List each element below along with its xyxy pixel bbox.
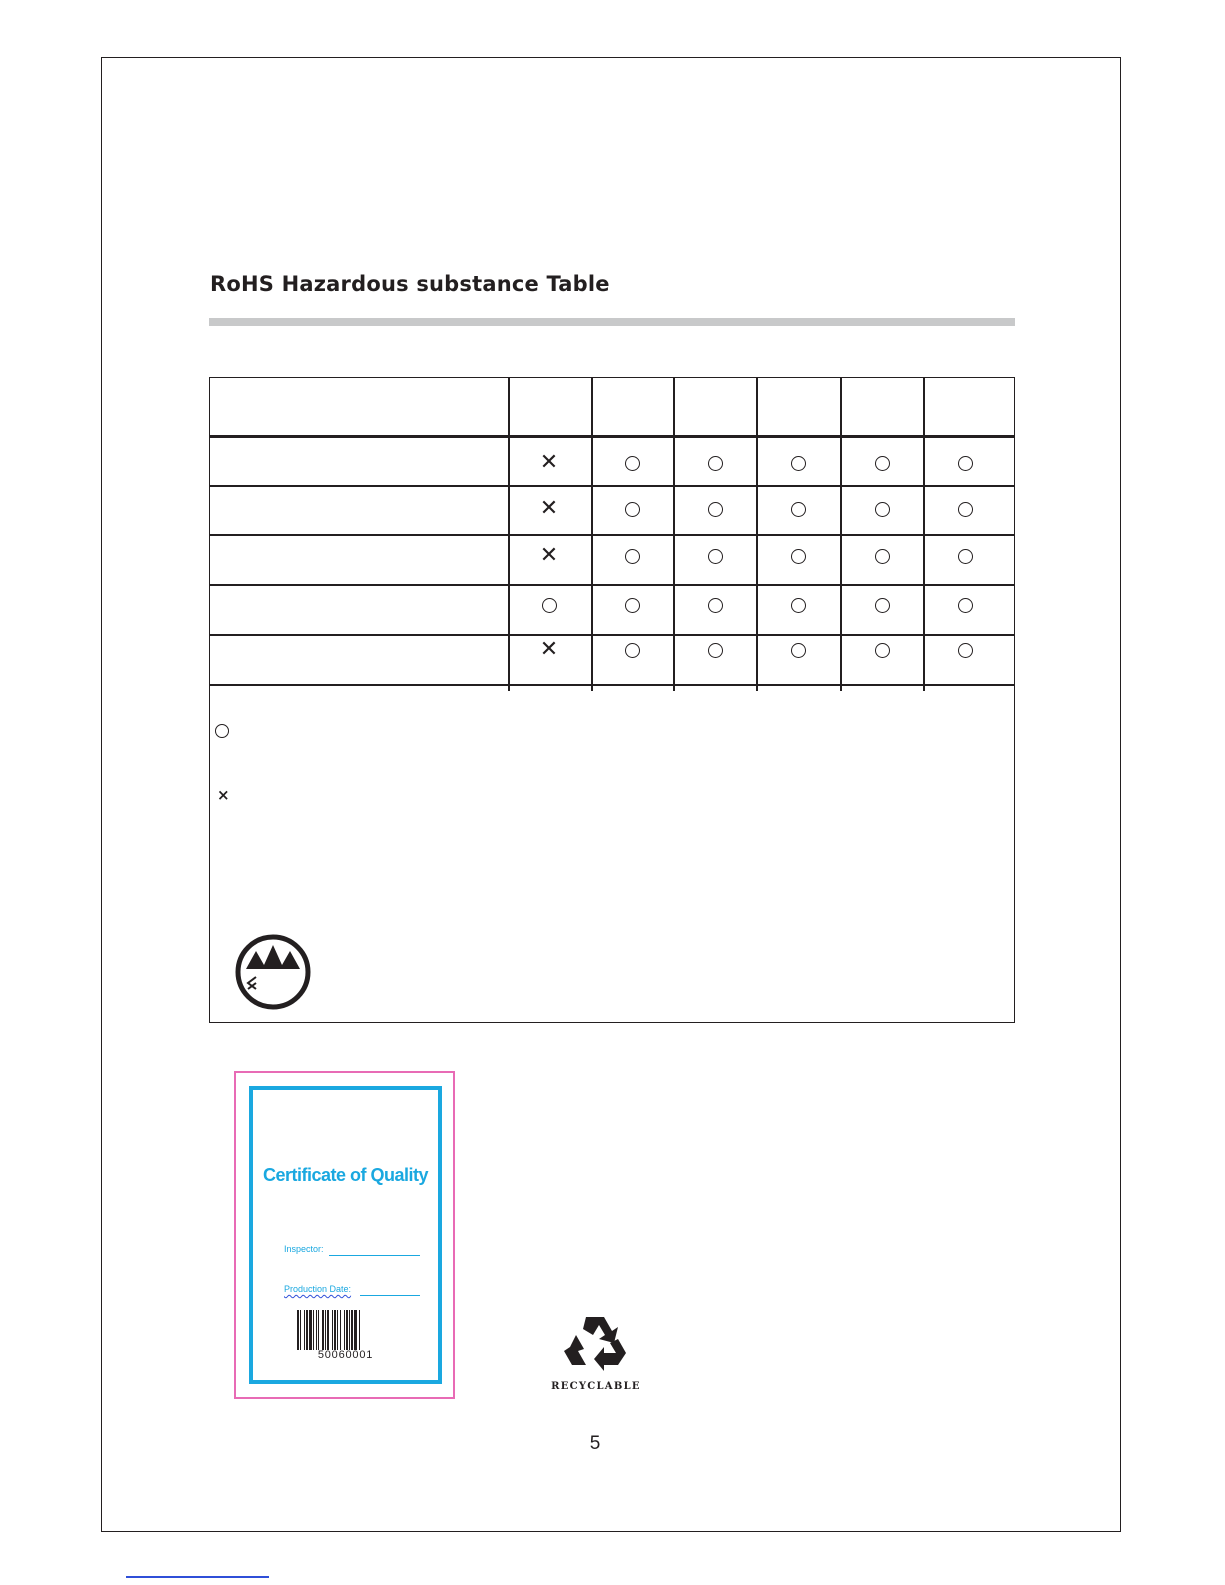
table-row-divider xyxy=(210,435,1014,438)
cross-mark-icon: ✕ xyxy=(539,496,559,521)
barcode-icon xyxy=(297,1310,399,1350)
circle-mark-icon xyxy=(622,595,642,615)
circle-mark-icon xyxy=(705,546,725,566)
circle-mark-icon xyxy=(622,546,642,566)
legend-x-icon: × xyxy=(217,786,230,804)
circle-mark-icon xyxy=(788,546,808,566)
barcode-number: 50060001 xyxy=(317,1349,374,1361)
table-row-divider xyxy=(210,684,1014,686)
section-title: RoHS Hazardous substance Table xyxy=(210,272,610,296)
legend-circle-icon xyxy=(215,724,229,738)
circle-mark-icon xyxy=(955,640,975,660)
page-number: 5 xyxy=(589,1433,601,1454)
cross-mark-icon: ✕ xyxy=(539,450,559,475)
production-date-line xyxy=(360,1295,420,1296)
bottom-link-underline xyxy=(126,1576,269,1578)
table-row-divider xyxy=(210,534,1014,536)
title-rule xyxy=(209,318,1015,326)
circle-mark-icon xyxy=(622,453,642,473)
inspector-line xyxy=(329,1255,420,1256)
circle-mark-icon xyxy=(955,453,975,473)
certificate-inner-border xyxy=(249,1086,442,1384)
certificate-title: Certificate of Quality xyxy=(262,1165,429,1185)
table-row-divider xyxy=(210,485,1014,487)
rohs-table xyxy=(209,377,1015,1023)
table-row-divider xyxy=(210,584,1014,586)
production-date-label: Production Date: xyxy=(284,1284,352,1294)
circle-mark-icon xyxy=(872,546,892,566)
circle-mark-icon xyxy=(705,595,725,615)
circle-mark-icon xyxy=(872,499,892,519)
certificate-of-quality xyxy=(234,1071,455,1399)
circle-mark-icon xyxy=(955,595,975,615)
circle-mark-icon xyxy=(872,453,892,473)
circle-mark-icon xyxy=(872,640,892,660)
recycle-icon xyxy=(562,1313,628,1373)
circle-mark-icon xyxy=(788,499,808,519)
circle-mark-icon xyxy=(539,595,559,615)
table-row-divider xyxy=(210,634,1014,636)
circle-mark-icon xyxy=(705,640,725,660)
circle-mark-icon xyxy=(788,595,808,615)
circle-mark-icon xyxy=(705,453,725,473)
environment-protection-period-icon xyxy=(234,933,312,1011)
circle-mark-icon xyxy=(788,453,808,473)
circle-mark-icon xyxy=(622,640,642,660)
circle-mark-icon xyxy=(622,499,642,519)
circle-mark-icon xyxy=(955,546,975,566)
cross-mark-icon: ✕ xyxy=(539,543,559,568)
recyclable-label: RECYCLABLE xyxy=(551,1381,641,1392)
circle-mark-icon xyxy=(872,595,892,615)
inspector-label: Inspector: xyxy=(284,1244,324,1254)
circle-mark-icon xyxy=(705,499,725,519)
circle-mark-icon xyxy=(788,640,808,660)
cross-mark-icon: ✕ xyxy=(539,637,559,662)
circle-mark-icon xyxy=(955,499,975,519)
